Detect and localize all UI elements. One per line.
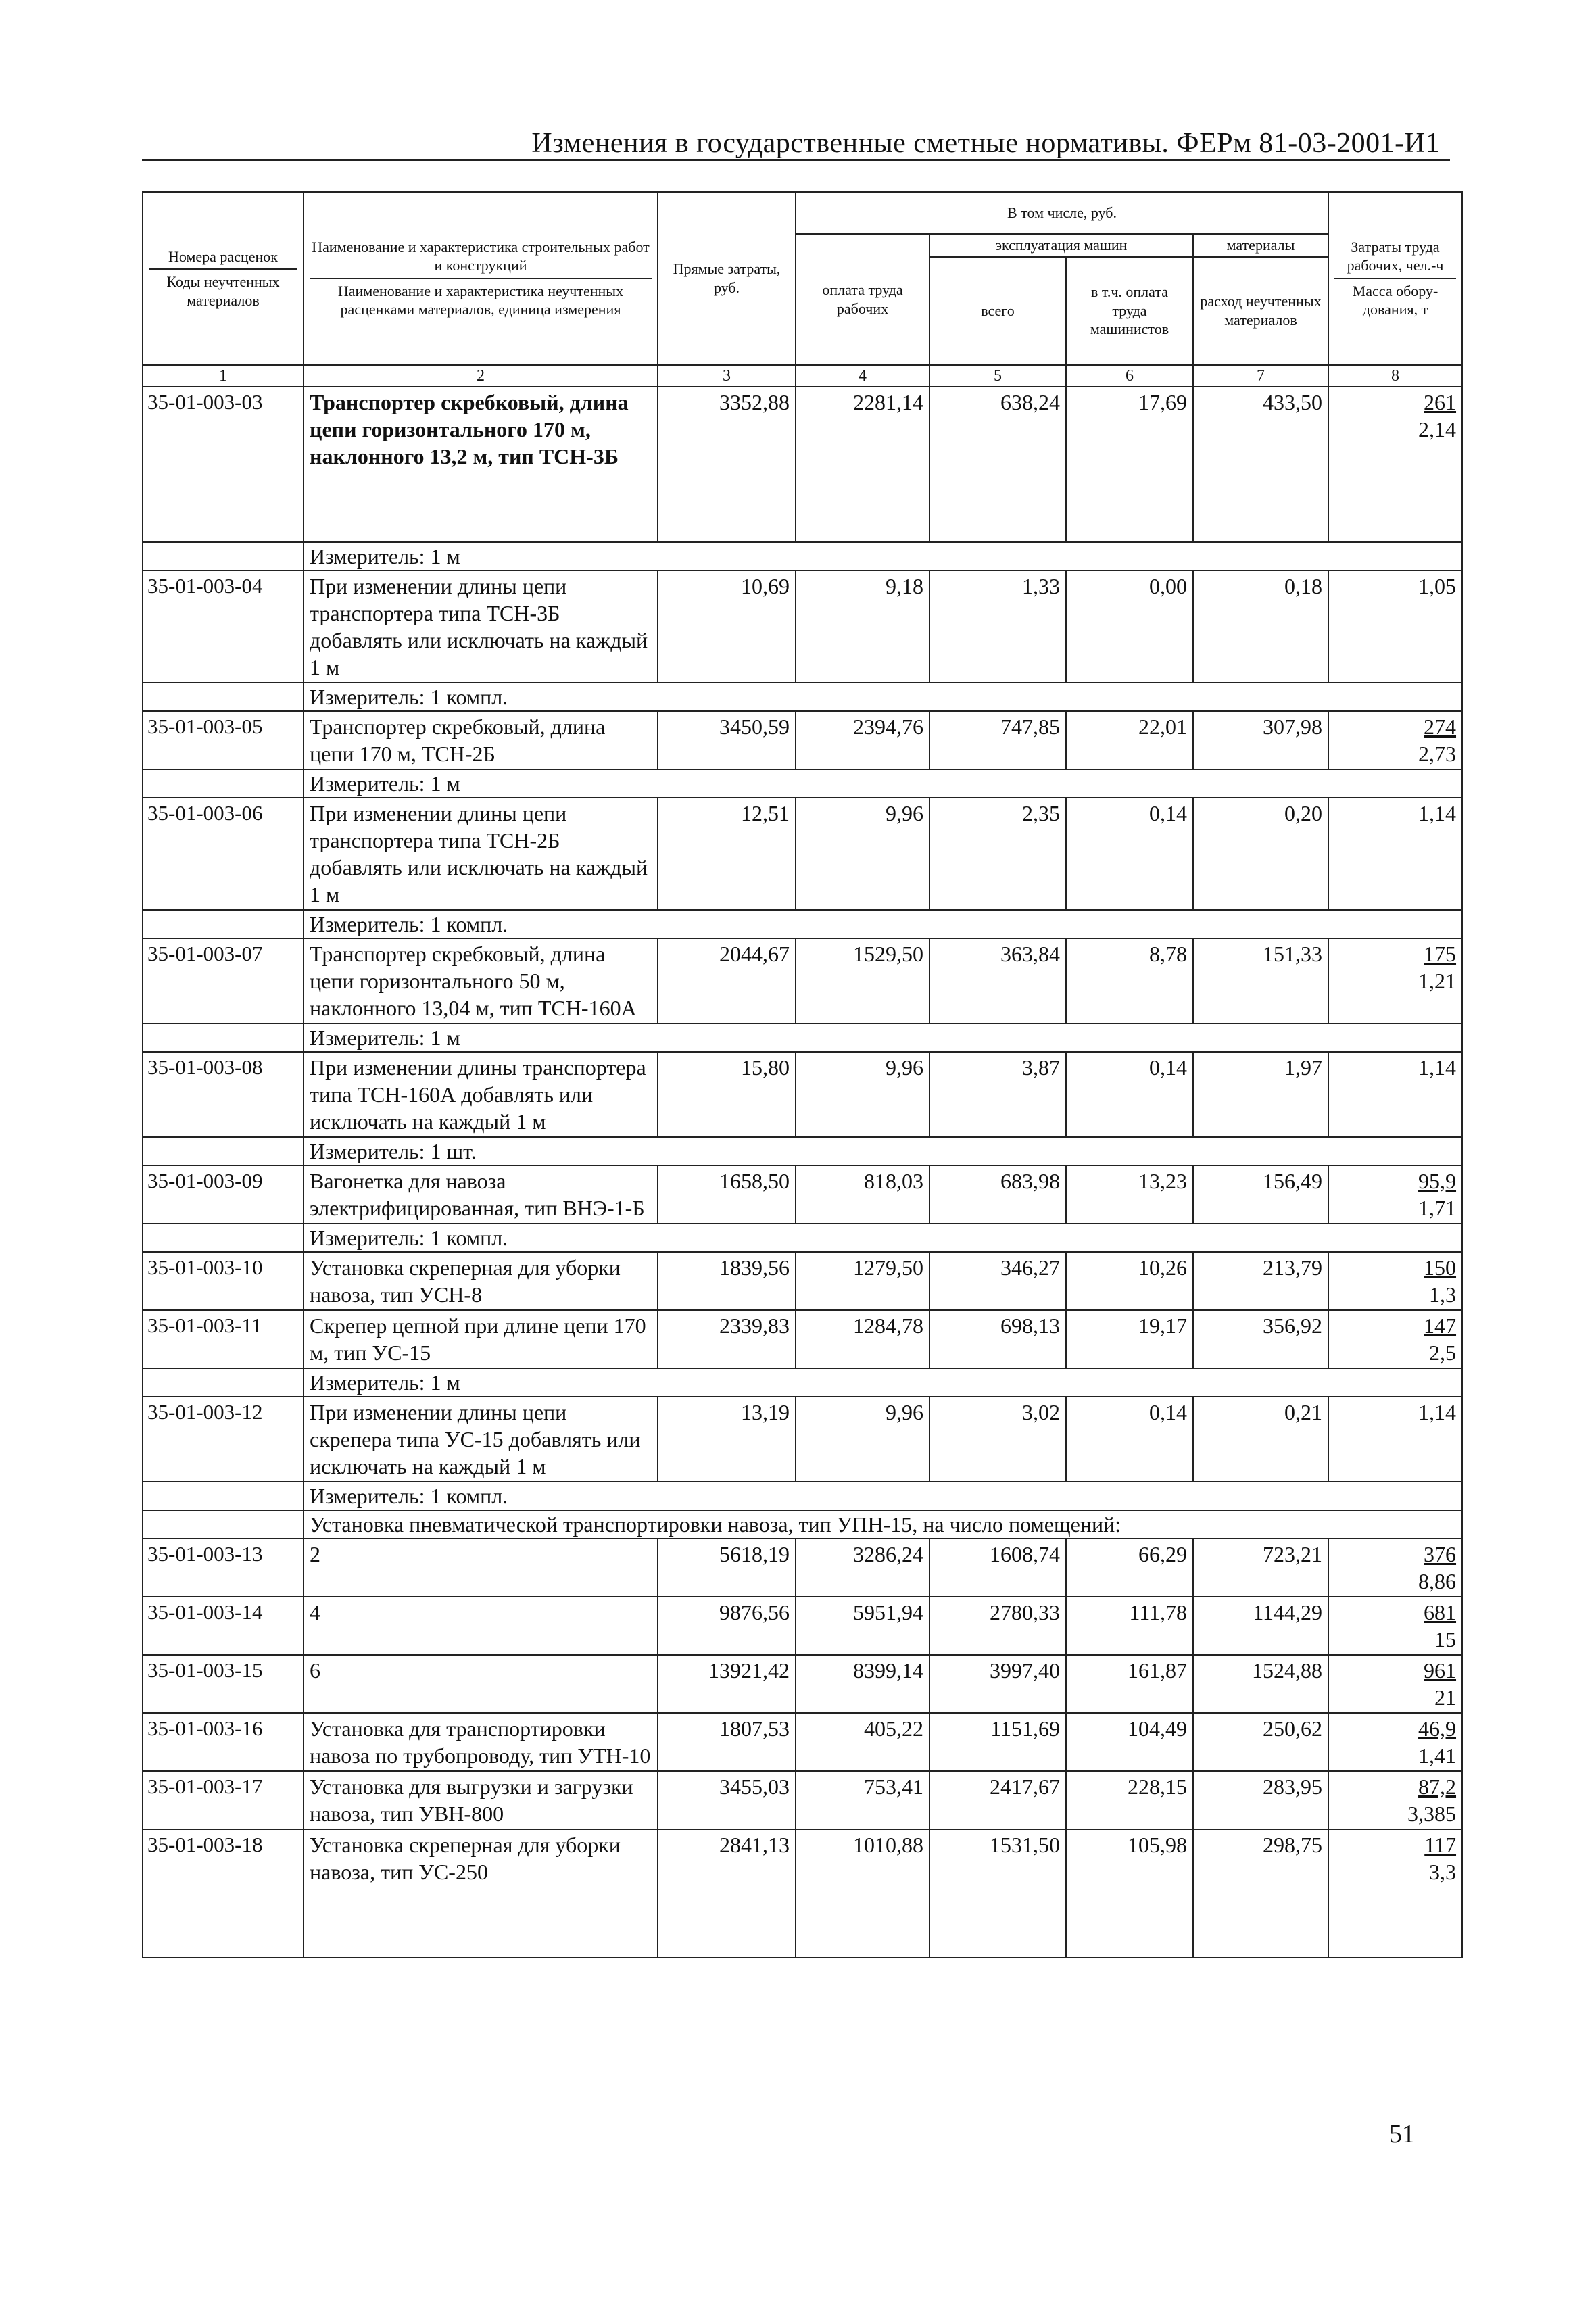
header-cell-group: В том числе, руб.	[796, 192, 1328, 234]
rate-code: 35-01-003-15	[143, 1655, 304, 1713]
worker-wages: 9,96	[796, 1052, 929, 1137]
machine-costs: 2780,33	[929, 1597, 1066, 1655]
column-number: 2	[304, 365, 658, 387]
header-cell-labor	[1328, 192, 1462, 365]
page-number: 51	[1389, 2120, 1415, 2148]
labor-costs: 150	[1424, 1255, 1457, 1280]
header-cell-wages: оплата труда рабочих	[796, 234, 929, 365]
measure-text: Измеритель: 1 компл.	[304, 910, 1462, 938]
worker-wages: 2394,76	[796, 711, 929, 769]
work-name: Установка скреперная для уборки навоза, тип УСН-8	[304, 1252, 658, 1310]
measure-text: Измеритель: 1 шт.	[304, 1137, 1462, 1165]
machine-costs: 1608,74	[929, 1539, 1066, 1597]
machine-costs: 2417,67	[929, 1771, 1066, 1829]
machine-costs: 1531,50	[929, 1829, 1066, 1958]
labor-mass-cell	[1328, 1713, 1462, 1771]
materials-costs: 283,95	[1193, 1771, 1328, 1829]
measure-text: Измеритель: 1 компл.	[304, 683, 1462, 711]
work-name: 6	[304, 1655, 658, 1713]
equipment-mass: 15	[1434, 1626, 1457, 1651]
equipment-mass: 1,21	[1418, 968, 1457, 993]
materials-costs: 723,21	[1193, 1539, 1328, 1597]
measure-row	[143, 1368, 1462, 1397]
worker-wages: 1284,78	[796, 1310, 929, 1368]
table-row	[143, 1310, 1462, 1368]
materials-costs: 298,75	[1193, 1829, 1328, 1958]
worker-wages: 9,96	[796, 798, 929, 910]
table-row	[143, 387, 1462, 542]
operator-wages: 66,29	[1066, 1539, 1193, 1597]
materials-costs: 156,49	[1193, 1165, 1328, 1224]
equipment-mass: 1,71	[1418, 1195, 1457, 1220]
column-number: 7	[1193, 365, 1328, 387]
worker-wages: 753,41	[796, 1771, 929, 1829]
header-cell-materials: материалы	[1193, 234, 1328, 257]
direct-costs: 3455,03	[658, 1771, 796, 1829]
equipment-mass: 1,41	[1418, 1743, 1457, 1768]
measure-text: Измеритель: 1 м	[304, 769, 1462, 798]
header-label-codes-top: Номера расценок	[149, 247, 297, 270]
measure-row	[143, 1023, 1462, 1052]
machine-costs: 683,98	[929, 1165, 1066, 1224]
rate-code: 35-01-003-12	[143, 1397, 304, 1482]
operator-wages: 0,00	[1066, 571, 1193, 683]
materials-costs: 1,97	[1193, 1052, 1328, 1137]
rate-code: 35-01-003-16	[143, 1713, 304, 1771]
work-name: Вагонетка для навоза электрифицированная, тип ВНЭ-1-Б	[304, 1165, 658, 1224]
labor-mass-cell	[1328, 571, 1462, 683]
labor-costs: 261	[1424, 389, 1457, 414]
direct-costs: 2044,67	[658, 938, 796, 1023]
table-row	[143, 711, 1462, 769]
column-number: 6	[1066, 365, 1193, 387]
labor-mass-cell	[1328, 387, 1462, 542]
direct-costs: 1658,50	[658, 1165, 796, 1224]
operator-wages: 228,15	[1066, 1771, 1193, 1829]
work-name: При изменении длины цепи транспортера типа ТСН-3Б добавлять или исключать на каждый 1 м	[304, 571, 658, 683]
direct-costs: 3352,88	[658, 387, 796, 542]
header-cell-operators: в т.ч. оплата труда машинистов	[1066, 257, 1193, 365]
measure-code-cell	[143, 1368, 304, 1397]
direct-costs: 2339,83	[658, 1310, 796, 1368]
table-row	[143, 1165, 1462, 1224]
direct-costs: 2841,13	[658, 1829, 796, 1958]
header-cell-machines-total: всего	[929, 257, 1066, 365]
equipment-mass: 21	[1434, 1685, 1457, 1710]
header-cell-direct-costs: Прямые затраты, руб.	[658, 192, 796, 365]
worker-wages: 2281,14	[796, 387, 929, 542]
labor-mass-cell	[1328, 1655, 1462, 1713]
materials-costs: 151,33	[1193, 938, 1328, 1023]
equipment-mass: 3,385	[1407, 1801, 1457, 1826]
header-cell-unaccounted-materials: расход неучтенных материалов	[1193, 257, 1328, 365]
table-head	[143, 192, 1462, 387]
materials-costs: 213,79	[1193, 1252, 1328, 1310]
labor-mass-cell	[1328, 1771, 1462, 1829]
rate-code: 35-01-003-11	[143, 1310, 304, 1368]
rate-code: 35-01-003-05	[143, 711, 304, 769]
header-label-names-top: Наименование и характеристика строительных работ и конструкций	[310, 238, 652, 279]
machine-costs: 638,24	[929, 387, 1066, 542]
worker-wages: 818,03	[796, 1165, 929, 1224]
machine-costs: 3,87	[929, 1052, 1066, 1137]
table-row	[143, 1252, 1462, 1310]
header-cell-names	[304, 192, 658, 365]
labor-costs: 46,9	[1418, 1716, 1457, 1741]
labor-mass-cell	[1328, 1252, 1462, 1310]
worker-wages: 1279,50	[796, 1252, 929, 1310]
labor-mass-cell	[1328, 1165, 1462, 1224]
materials-costs: 0,21	[1193, 1397, 1328, 1482]
equipment-mass: 2,5	[1429, 1340, 1457, 1365]
header-label-names-bottom: Наименование и характеристика неучтенных расценками материалов, единица измерения	[337, 282, 624, 318]
materials-costs: 1524,88	[1193, 1655, 1328, 1713]
operator-wages: 22,01	[1066, 711, 1193, 769]
measure-code-cell	[143, 1137, 304, 1165]
worker-wages: 3286,24	[796, 1539, 929, 1597]
header-cell-machines: эксплуатация машин	[929, 234, 1193, 257]
labor-mass-cell	[1328, 711, 1462, 769]
table-row	[143, 798, 1462, 910]
measure-text: Измеритель: 1 м	[304, 542, 1462, 571]
operator-wages: 0,14	[1066, 798, 1193, 910]
machine-costs: 363,84	[929, 938, 1066, 1023]
operator-wages: 17,69	[1066, 387, 1193, 542]
header-label-codes-bottom: Коды неучтенных материалов	[166, 273, 280, 309]
table-row	[143, 1597, 1462, 1655]
header-label-mass: Масса обору-дования, т	[1352, 282, 1438, 318]
worker-wages: 8399,14	[796, 1655, 929, 1713]
measure-code-cell	[143, 1224, 304, 1252]
machine-costs: 346,27	[929, 1252, 1066, 1310]
measure-text: Измеритель: 1 м	[304, 1023, 1462, 1052]
measure-row	[143, 1510, 1462, 1539]
operator-wages: 13,23	[1066, 1165, 1193, 1224]
work-name: Транспортер скребковый, длина цепи горизонтального 170 м, наклонного 13,2 м, тип ТСН-3Б	[304, 387, 658, 542]
labor-costs: 1,14	[1418, 1055, 1457, 1080]
table-row	[143, 1052, 1462, 1137]
equipment-mass: 1,3	[1429, 1282, 1457, 1307]
rate-code: 35-01-003-07	[143, 938, 304, 1023]
materials-costs: 356,92	[1193, 1310, 1328, 1368]
materials-costs: 250,62	[1193, 1713, 1328, 1771]
direct-costs: 15,80	[658, 1052, 796, 1137]
rate-code: 35-01-003-06	[143, 798, 304, 910]
table-row	[143, 1829, 1462, 1958]
work-name: 2	[304, 1539, 658, 1597]
measure-code-cell	[143, 769, 304, 798]
column-number: 1	[143, 365, 304, 387]
column-number: 4	[796, 365, 929, 387]
measure-code-cell	[143, 542, 304, 571]
column-number: 3	[658, 365, 796, 387]
measure-text: Измеритель: 1 компл.	[304, 1224, 1462, 1252]
operator-wages: 105,98	[1066, 1829, 1193, 1958]
running-header-title: Изменения в государственные сметные нормативы. ФЕРм 81-03-2001-И1	[531, 128, 1440, 159]
table-row	[143, 1713, 1462, 1771]
labor-mass-cell	[1328, 1052, 1462, 1137]
work-name: Транспортер скребковый, длина цепи горизонтального 50 м, наклонного 13,04 м, тип ТСН-160А	[304, 938, 658, 1023]
direct-costs: 13,19	[658, 1397, 796, 1482]
rate-code: 35-01-003-09	[143, 1165, 304, 1224]
machine-costs: 1,33	[929, 571, 1066, 683]
measure-row	[143, 542, 1462, 571]
direct-costs: 1807,53	[658, 1713, 796, 1771]
equipment-mass: 3,3	[1429, 1859, 1457, 1884]
measure-text: Измеритель: 1 компл.	[304, 1482, 1462, 1510]
labor-costs: 961	[1424, 1658, 1457, 1683]
materials-costs: 0,20	[1193, 798, 1328, 910]
worker-wages: 5951,94	[796, 1597, 929, 1655]
header-cell-codes	[143, 192, 304, 365]
norms-table	[142, 191, 1463, 1958]
table-row	[143, 938, 1462, 1023]
rate-code: 35-01-003-17	[143, 1771, 304, 1829]
machine-costs: 747,85	[929, 711, 1066, 769]
direct-costs: 3450,59	[658, 711, 796, 769]
labor-costs: 1,14	[1418, 1399, 1457, 1424]
direct-costs: 1839,56	[658, 1252, 796, 1310]
labor-costs: 95,9	[1418, 1168, 1457, 1193]
table-row	[143, 571, 1462, 683]
measure-code-cell	[143, 1023, 304, 1052]
measure-code-cell	[143, 683, 304, 711]
equipment-mass: 2,73	[1418, 741, 1457, 766]
labor-costs: 147	[1424, 1313, 1457, 1338]
running-header	[142, 120, 1453, 161]
rate-code: 35-01-003-04	[143, 571, 304, 683]
labor-mass-cell	[1328, 1829, 1462, 1958]
worker-wages: 9,96	[796, 1397, 929, 1482]
rate-code: 35-01-003-13	[143, 1539, 304, 1597]
measure-code-cell	[143, 1482, 304, 1510]
equipment-mass: 8,86	[1418, 1568, 1457, 1593]
labor-costs: 681	[1424, 1599, 1457, 1624]
header-rule	[142, 159, 1450, 161]
direct-costs: 10,69	[658, 571, 796, 683]
materials-costs: 307,98	[1193, 711, 1328, 769]
machine-costs: 1151,69	[929, 1713, 1066, 1771]
work-name: Скрепер цепной при длине цепи 170 м, тип УС-15	[304, 1310, 658, 1368]
table-row	[143, 1771, 1462, 1829]
labor-mass-cell	[1328, 1597, 1462, 1655]
work-name: Установка для транспортировки навоза по трубопроводу, тип УТН-10	[304, 1713, 658, 1771]
machine-costs: 2,35	[929, 798, 1066, 910]
worker-wages: 1010,88	[796, 1829, 929, 1958]
column-number: 5	[929, 365, 1066, 387]
operator-wages: 111,78	[1066, 1597, 1193, 1655]
operator-wages: 19,17	[1066, 1310, 1193, 1368]
materials-costs: 433,50	[1193, 387, 1328, 542]
table-row	[143, 1655, 1462, 1713]
measure-row	[143, 769, 1462, 798]
header-label-labor: Затраты труда рабочих, чел.-ч	[1334, 238, 1456, 279]
materials-costs: 1144,29	[1193, 1597, 1328, 1655]
table-row	[143, 1539, 1462, 1597]
direct-costs: 9876,56	[658, 1597, 796, 1655]
work-name: 4	[304, 1597, 658, 1655]
worker-wages: 9,18	[796, 571, 929, 683]
worker-wages: 1529,50	[796, 938, 929, 1023]
operator-wages: 8,78	[1066, 938, 1193, 1023]
work-name: Транспортер скребковый, длина цепи 170 м, ТСН-2Б	[304, 711, 658, 769]
labor-costs: 376	[1424, 1541, 1457, 1566]
work-name: Установка скреперная для уборки навоза, тип УС-250	[304, 1829, 658, 1958]
work-name: Установка для выгрузки и загрузки навоза, тип УВН-800	[304, 1771, 658, 1829]
machine-costs: 3997,40	[929, 1655, 1066, 1713]
measure-text: Установка пневматической транспортировки навоза, тип УПН-15, на число помещений:	[304, 1510, 1462, 1539]
labor-costs: 87,2	[1418, 1774, 1457, 1799]
rate-code: 35-01-003-03	[143, 387, 304, 542]
labor-costs: 1,05	[1418, 573, 1457, 598]
labor-costs: 274	[1424, 714, 1457, 739]
measure-row	[143, 683, 1462, 711]
labor-costs: 117	[1424, 1832, 1457, 1857]
column-number: 8	[1328, 365, 1462, 387]
measure-row	[143, 910, 1462, 938]
worker-wages: 405,22	[796, 1713, 929, 1771]
measure-row	[143, 1482, 1462, 1510]
labor-mass-cell	[1328, 1310, 1462, 1368]
measure-code-cell	[143, 1510, 304, 1539]
table-row	[143, 1397, 1462, 1482]
labor-mass-cell	[1328, 938, 1462, 1023]
rate-code: 35-01-003-18	[143, 1829, 304, 1958]
labor-mass-cell	[1328, 798, 1462, 910]
materials-costs: 0,18	[1193, 571, 1328, 683]
work-name: При изменении длины цепи транспортера типа ТСН-2Б добавлять или исключать на каждый 1 м	[304, 798, 658, 910]
measure-code-cell	[143, 910, 304, 938]
work-name: При изменении длины транспортера типа ТСН-160А добавлять или исключать на каждый 1 м	[304, 1052, 658, 1137]
labor-costs: 175	[1424, 941, 1457, 966]
equipment-mass: 2,14	[1418, 416, 1457, 441]
rate-code: 35-01-003-08	[143, 1052, 304, 1137]
table-body	[143, 387, 1462, 1958]
measure-row	[143, 1137, 1462, 1165]
operator-wages: 10,26	[1066, 1252, 1193, 1310]
labor-mass-cell	[1328, 1397, 1462, 1482]
rate-code: 35-01-003-10	[143, 1252, 304, 1310]
direct-costs: 13921,42	[658, 1655, 796, 1713]
direct-costs: 5618,19	[658, 1539, 796, 1597]
operator-wages: 0,14	[1066, 1397, 1193, 1482]
labor-mass-cell	[1328, 1539, 1462, 1597]
operator-wages: 0,14	[1066, 1052, 1193, 1137]
rate-code: 35-01-003-14	[143, 1597, 304, 1655]
direct-costs: 12,51	[658, 798, 796, 910]
measure-row	[143, 1224, 1462, 1252]
machine-costs: 698,13	[929, 1310, 1066, 1368]
work-name: При изменении длины цепи скрепера типа УС-15 добавлять или исключать на каждый 1 м	[304, 1397, 658, 1482]
machine-costs: 3,02	[929, 1397, 1066, 1482]
labor-costs: 1,14	[1418, 800, 1457, 825]
operator-wages: 161,87	[1066, 1655, 1193, 1713]
operator-wages: 104,49	[1066, 1713, 1193, 1771]
measure-text: Измеритель: 1 м	[304, 1368, 1462, 1397]
